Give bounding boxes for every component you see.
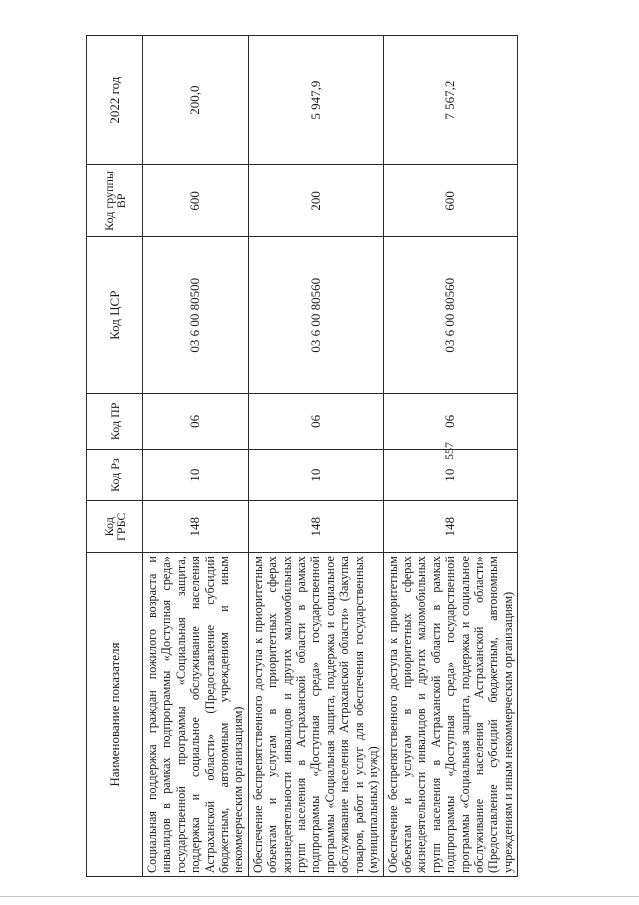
row-rz: 10 xyxy=(383,449,518,501)
row-value: 200,0 xyxy=(143,36,249,165)
row-pr: 06 xyxy=(248,393,383,449)
row-csr: 03 6 00 80560 xyxy=(248,237,383,393)
table-row xyxy=(383,36,518,877)
table-header-row xyxy=(87,36,143,877)
table-row xyxy=(143,36,249,877)
header-rz: Код Рз xyxy=(87,449,143,501)
row-rz: 10 xyxy=(143,449,249,501)
table-row xyxy=(248,36,383,877)
header-vr: Код группы ВР xyxy=(87,165,143,237)
row-value: 7 567,2 xyxy=(383,36,518,165)
header-year: 2022 год xyxy=(87,36,143,165)
page-edge-line xyxy=(0,896,639,897)
row-grbs: 148 xyxy=(383,501,518,553)
row-vr: 600 xyxy=(383,165,518,237)
header-pr: Код ПР xyxy=(87,393,143,449)
header-name: Наименование показателя xyxy=(87,553,143,877)
header-csr: Код ЦСР xyxy=(87,237,143,393)
row-vr: 600 xyxy=(143,165,249,237)
row-grbs: 148 xyxy=(248,501,383,553)
row-name: Обеспечение беспрепятственного доступа к приоритетным объектам и услугам в приоритетных сферах жизнедеятельности инвалидов и других маломобильных групп населения в Астраханской области в рамках подпрограммы «Доступная среда» государственной программы «Социальная защита, поддержка и социальное обслуживание населения Астраханской области» (Закупка товаров, работ и услуг для обеспечения государственных (муниципальных) нужд) xyxy=(248,553,383,877)
row-grbs: 148 xyxy=(143,501,249,553)
row-csr: 03 6 00 80500 xyxy=(143,237,249,393)
row-pr: 06 xyxy=(383,393,518,449)
row-vr: 200 xyxy=(248,165,383,237)
row-name: Обеспечение беспрепятственного доступа к приоритетным объектам и услугам в приоритетных сферах жизнедеятельности инвалидов и других маломобильных групп населения в Астраханской области в рамках подпрограммы «Доступная среда» государственной программы «Социальная защита, поддержка и социальное обслуживание населения Астраханской области» (Предоставление субсидий бюджетным, автономным учреждениям и иным некоммерческим организациям) xyxy=(383,553,518,877)
page-number: 557 xyxy=(442,442,456,460)
row-rz: 10 xyxy=(248,449,383,501)
row-csr: 03 6 00 80560 xyxy=(383,237,518,393)
row-name: Социальная поддержка граждан пожилого возраста и инвалидов в рамках подпрограммы «Доступная среда» государственной программы «Социальная защита, поддержка и социальное обслуживание населения Астраханской области» (Предоставление субсидий бюджетным, автономным учреждениям и иным некоммерческим организациям) xyxy=(143,553,249,877)
budget-table xyxy=(86,35,518,877)
row-pr: 06 xyxy=(143,393,249,449)
header-grbs: Код ГРБС xyxy=(87,501,143,553)
row-value: 5 947,9 xyxy=(248,36,383,165)
